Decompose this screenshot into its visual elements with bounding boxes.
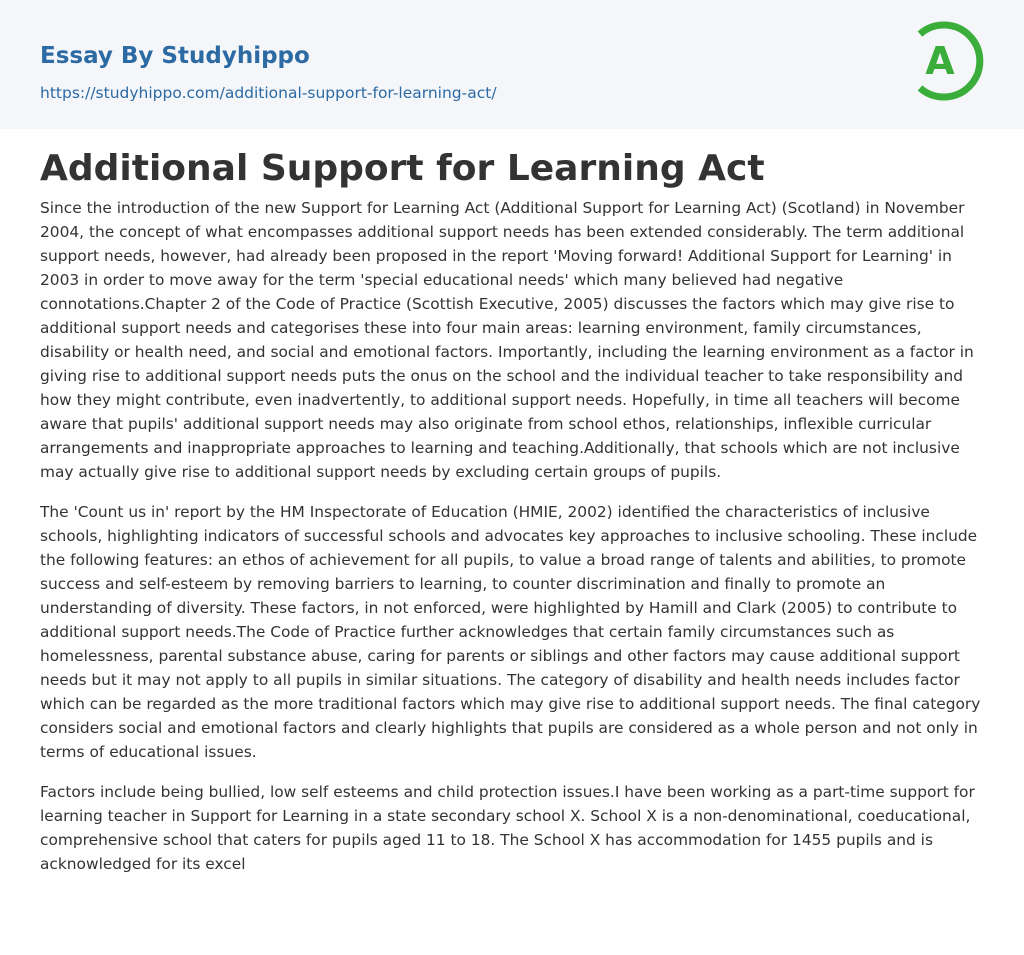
essay-url-link[interactable]: https://studyhippo.com/additional-support-for-learning-act/ xyxy=(40,84,497,102)
essay-content xyxy=(0,129,1024,876)
site-header xyxy=(0,0,1024,129)
essay-title: Additional Support for Learning Act xyxy=(40,148,765,189)
studyhippo-a-logo-icon[interactable] xyxy=(914,18,986,104)
essay-paragraph: Factors include being bullied, low self esteems and child protection issues.I have been working as a part-time support for learning teacher in Support for Learning in a state secondary school X. School X is a non-denominational, coeducational, comprehensive school that caters for pupils aged 11 to 18. The School X has accommodation for 1455 pupils and is acknowledged for its excel xyxy=(40,783,975,873)
essay-paragraph: The 'Count us in' report by the HM Inspectorate of Education (HMIE, 2002) identified the characteristics of inclusive schools, highlighting indicators of successful schools and advocates key approaches to inclusive schooling. These include the following features: an ethos of achievement for all pupils, to value a broad range of talents and abilities, to promote success and self-esteem by removing barriers to learning, to counter discrimination and finally to promote an understanding of diversity. These factors, in not enforced, were highlighted by Hamill and Clark (2005) to contribute to additional support needs.The Code of Practice further acknowledges that certain family circumstances such as homelessness, parental substance abuse, caring for parents or siblings and other factors may cause additional support needs but it may not apply to all pupils in similar situations. The category of disability and health needs includes factor which can be regarded as the more traditional factors which may give rise to additional support needs. The final category considers social and emotional factors and clearly highlights that pupils are considered as a whole person and not only in terms of educational issues. xyxy=(40,503,981,761)
essay-paragraph: Since the introduction of the new Support for Learning Act (Additional Support for Learning Act) (Scotland) in November 2004, the concept of what encompasses additional support needs has been extended considerably. The term additional support needs, however, had already been proposed in the report 'Moving forward! Additional Support for Learning' in 2003 in order to move away for the term 'special educational needs' which many believed had negative connotations.Chapter 2 of the Code of Practice (Scottish Executive, 2005) discusses the factors which may give rise to additional support needs and categorises these into four main areas: learning environment, family circumstances, disability or health need, and social and emotional factors. Importantly, including the learning environment as a factor in giving rise to additional support needs puts the onus on the school and the individual teacher to take responsibility and how they might contribute, even inadvertently, to additional support needs. Hopefully, in time all teachers will become aware that pupils' additional support needs may also originate from school ethos, relationships, inflexible curricular arrangements and inappropriate approaches to learning and teaching.Additionally, that schools which are not inclusive may actually give rise to additional support needs by excluding certain groups of pupils. xyxy=(40,199,974,481)
logo-letter: A xyxy=(925,39,955,83)
site-brand[interactable]: Essay By Studyhippo xyxy=(40,43,310,69)
